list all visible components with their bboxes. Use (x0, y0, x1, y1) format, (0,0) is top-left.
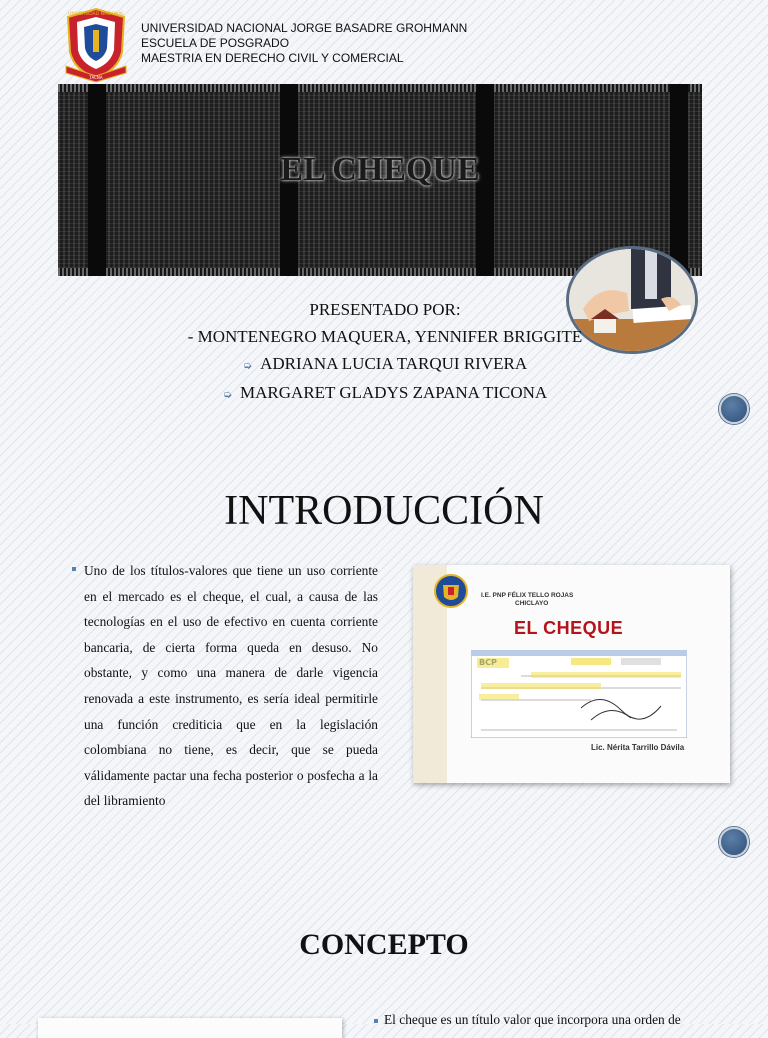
presented-by-label: PRESENTADO POR: (309, 300, 461, 319)
university-header (141, 21, 467, 66)
title-banner (58, 84, 702, 276)
concept-heading: CONCEPTO (299, 928, 469, 961)
slide-nav-dot-icon[interactable] (719, 827, 749, 857)
cheque-image-author: Lic. Nérita Tarrillo Dávila (591, 743, 685, 752)
bullet-icon: ➭ (222, 388, 233, 401)
presenter-3 (100, 379, 670, 408)
logo-top-text: UNIVERSIDAD NACIONAL (68, 12, 124, 17)
cheque-image (413, 565, 730, 783)
concept-paragraph: El cheque es un título valor que incorpora una orden de (384, 1012, 681, 1027)
program-name: MAESTRIA EN DERECHO CIVIL Y COMERCIAL (141, 51, 404, 65)
university-logo-icon (62, 6, 130, 82)
cheque-school-line-1: I.E. PNP FÉLIX TELLO ROJAS (481, 592, 574, 599)
slide-concept (0, 870, 768, 1027)
introduction-heading: INTRODUCCIÓN (224, 488, 544, 534)
presentation-title: EL CHEQUE (280, 151, 480, 188)
cheque-school-name (481, 592, 573, 608)
square-bullet-icon (374, 1019, 378, 1023)
presenter-3-name: MARGARET GLADYS ZAPANA TICONA (240, 383, 548, 402)
introduction-text (74, 558, 378, 814)
slide-title (0, 0, 768, 430)
slide-introduction (0, 435, 768, 865)
presenter-2 (100, 350, 670, 379)
cheque-school-line-2: CHICLAYO (515, 600, 549, 607)
concept-image (38, 1018, 342, 1038)
university-name: UNIVERSIDAD NACIONAL JORGE BASADRE GROHMANN (141, 21, 468, 35)
slide-nav-dot-icon[interactable] (719, 394, 749, 424)
bank-cheque-illustration (471, 650, 687, 738)
school-crest-icon (433, 573, 469, 609)
bullet-icon: ➭ (242, 359, 253, 372)
presenter-2-name: ADRIANA LUCIA TARQUI RIVERA (260, 354, 528, 373)
square-bullet-icon (72, 567, 76, 571)
presenters-block (100, 296, 670, 408)
school-name: ESCUELA DE POSGRADO (141, 36, 290, 50)
logo-bottom-text: TACNA (89, 75, 103, 80)
cheque-image-title: EL CHEQUE (514, 618, 624, 638)
introduction-paragraph: Uno de los títulos-valores que tiene un uso corriente en el mercado es el cheque, el cual, a causa de las tecnologías en el uso de efectivo en cuenta corriente bancaria, de cierta forma queda en desuso. No obstante, y como una manera de darle vigencia renovada a este instrumento, es sería ideal permitirle una función crediticia que en la legislación colombiana no tiene, es decir, que se pueda válidamente pactar una fecha posterior o posfecha a la del libramiento (84, 563, 378, 809)
presenter-1: - MONTENEGRO MAQUERA, YENNIFER BRIGGITE (187, 327, 583, 346)
concept-text (374, 1010, 714, 1030)
